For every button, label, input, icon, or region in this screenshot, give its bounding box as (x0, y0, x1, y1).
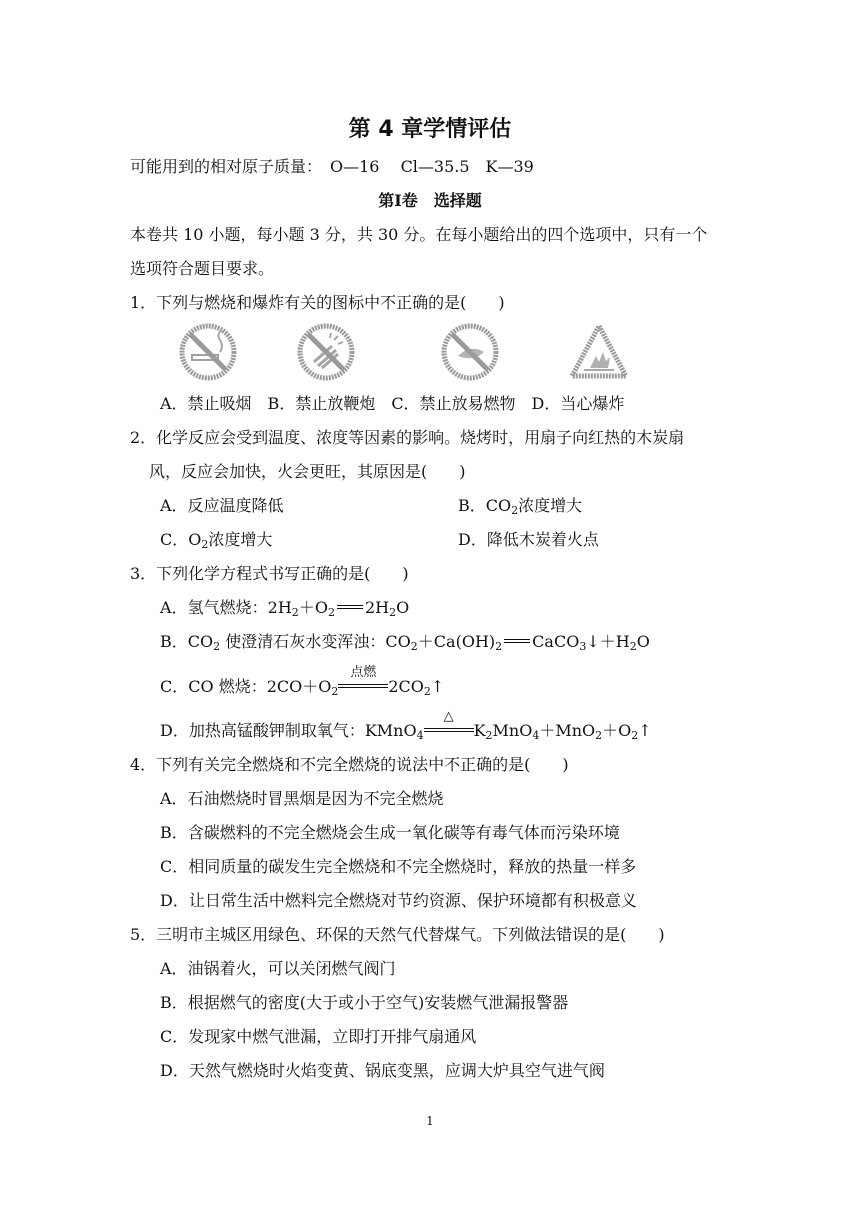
q4-option-b: B．含碳燃料的不完全燃烧会生成一氧化碳等有毒气体而污染环境 (160, 823, 620, 842)
q4-option-d: D．让日常生活中燃料完全燃烧对节约资源、保护环境都有积极意义 (160, 891, 637, 910)
q1-icon-row (176, 322, 636, 386)
no-smoking-icon (178, 322, 238, 382)
page-number: 1 (426, 1114, 434, 1128)
q2-option-c: C．$O_2$浓度增大 (160, 530, 273, 551)
q3-stem: 3．下列化学方程式书写正确的是( ) (130, 564, 409, 583)
q4-stem: 4．下列有关完全燃烧和不完全燃烧的说法中不正确的是( ) (130, 755, 569, 774)
q5-option-d: D．天然气燃烧时火焰变黄、锅底变黑，应调大炉具空气进气阀 (160, 1061, 605, 1080)
q2-option-b: B．$CO_2$浓度增大 (458, 496, 583, 517)
section-heading: 第Ⅰ卷 选择题 (378, 191, 482, 210)
no-firecracker-icon (296, 322, 356, 382)
q5-option-c: C．发现家中燃气泄漏，立即打开排气扇通风 (160, 1027, 477, 1046)
q3-c-condition: 点燃 (338, 677, 388, 697)
q3-option-b: B．$CO_2$ 使澄清石灰水变浑浊：$CO_2+Ca(OH)_2$ $CaCO_3↓+H_2O$ (160, 632, 650, 653)
q5-option-a: A．油锅着火，可以关闭燃气阀门 (160, 959, 396, 978)
q2-stem-line2: 风，反应会加快，火会更旺，其原因是( ) (149, 462, 466, 481)
q1-stem: 1．下列与燃烧和爆炸有关的图标中不正确的是( ) (130, 293, 505, 312)
q2-option-a: A．反应温度降低 (160, 496, 284, 515)
explosion-warning-icon (568, 322, 628, 382)
q2-option-d: D．降低木炭着火点 (458, 530, 599, 549)
q5-option-b: B．根据燃气的密度(大于或小于空气)安装燃气泄漏报警器 (160, 993, 569, 1012)
q3-option-c: C．CO 燃烧：$2CO+O_2$ 点燃 $2CO_2↑$ (160, 665, 445, 698)
instructions-line1: 本卷共 10 小题，每小题 3 分，共 30 分。在每小题给出的四个选项中，只有一个 (130, 225, 708, 244)
page-title: 第 4 章学情评估 (348, 117, 512, 142)
q3-option-d: D．加热高锰酸钾制取氧气：KMnO$_4$ △ $K_2MnO_4+MnO_2+O_2↑$ (160, 709, 652, 742)
q4-option-a: A．石油燃烧时冒黑烟是因为不完全燃烧 (160, 789, 444, 808)
q1-options: A．禁止吸烟 B．禁止放鞭炮 C．禁止放易燃物 D．当心爆炸 (160, 394, 625, 413)
atomic-masses: 可能用到的相对原子质量： O—16 Cl—35.5 K—39 (130, 157, 534, 176)
q4-option-c: C．相同质量的碳发生完全燃烧和不完全燃烧时，释放的热量一样多 (160, 857, 637, 876)
instructions-line2: 选项符合题目要求。 (130, 259, 275, 278)
no-flammables-icon (440, 322, 500, 382)
q3-d-condition: △ (424, 721, 474, 741)
q3-option-a: A．氢气燃烧：$2H_2+O_2$ $2H_2O$ (160, 598, 410, 619)
q2-stem-line1: 2．化学反应会受到温度、浓度等因素的影响。烧烤时，用扇子向红热的木炭扇 (130, 428, 685, 447)
q5-stem: 5．三明市主城区用绿色、环保的天然气代替煤气。下列做法错误的是( ) (130, 925, 665, 944)
